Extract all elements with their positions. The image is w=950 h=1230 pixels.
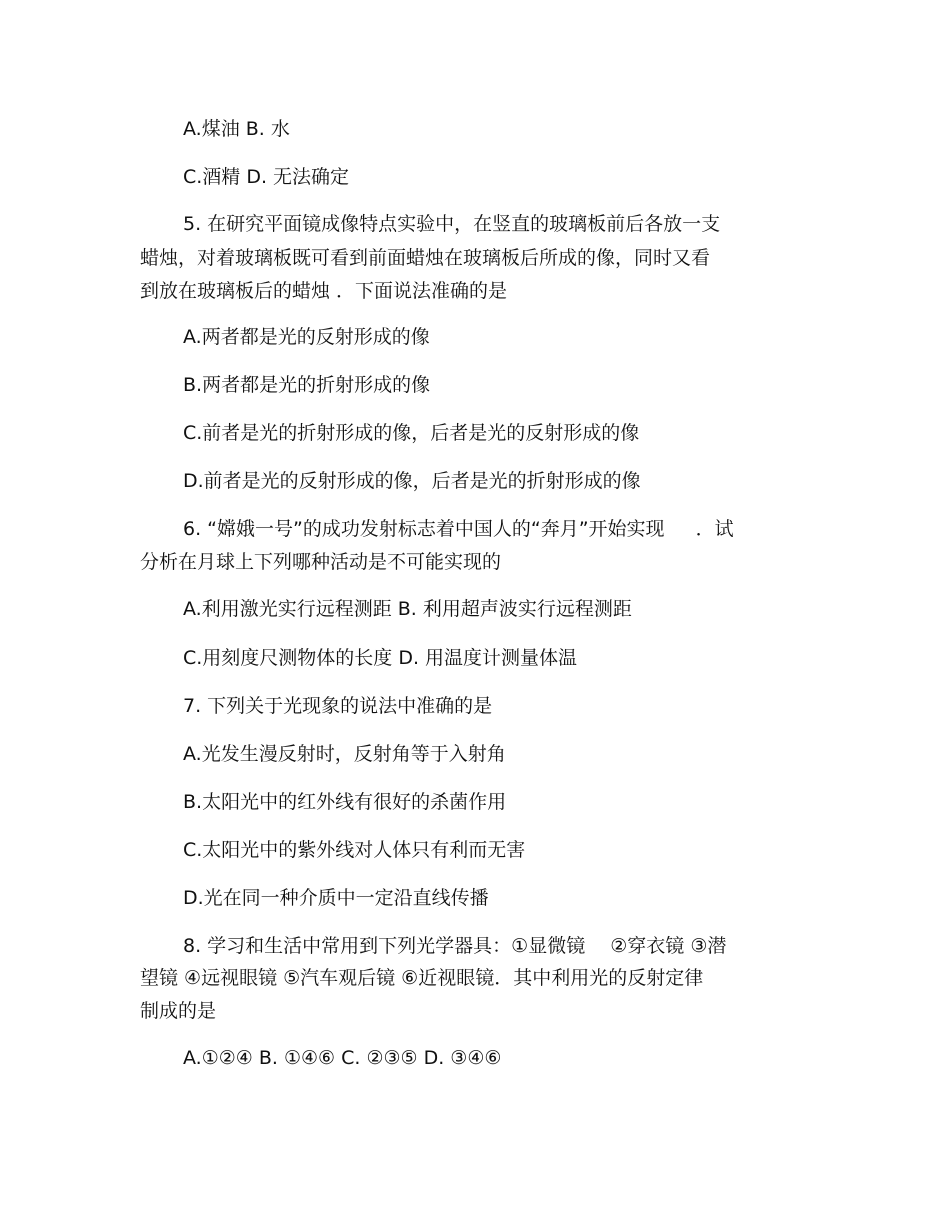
- q6-options-ab: A.利用激光实行远程测距 B. 利用超声波实行远程测距: [183, 598, 632, 620]
- q5-stem-line-2: 蜡烛，对着玻璃板既可看到前面蜡烛在玻璃板后所成的像，同时又看: [140, 247, 711, 269]
- q6-stem-line-1: 6. “嫦娥一号”的成功发射标志着中国人的“奔月”开始实现 ．试: [183, 518, 734, 540]
- q7-option-b: B.太阳光中的红外线有很好的杀菌作用: [183, 791, 507, 813]
- q5-option-c: C.前者是光的折射形成的像，后者是光的反射形成的像: [183, 422, 640, 444]
- q8-stem-line-2: 望镜 ④远视眼镜 ⑤汽车观后镜 ⑥近视眼镜．其中利用光的反射定律: [140, 967, 704, 989]
- q5-stem-line-1: 5. 在研究平面镜成像特点实验中，在竖直的玻璃板前后各放一支: [183, 213, 721, 235]
- q5-stem-line-3: 到放在玻璃板后的蜡烛 ．下面说法准确的是: [140, 280, 508, 302]
- q7-option-d: D.光在同一种介质中一定沿直线传播: [183, 887, 489, 909]
- q4-options-cd: C.酒精 D. 无法确定: [183, 166, 350, 188]
- q6-options-cd: C.用刻度尺测物体的长度 D. 用温度计测量体温: [183, 647, 578, 669]
- q5-option-a: A.两者都是光的反射形成的像: [183, 326, 430, 348]
- q8-stem-line-1: 8. 学习和生活中常用到下列光学器具：①显微镜 ②穿衣镜 ③潜: [183, 935, 727, 957]
- q8-options: A.①②④ B. ①④⑥ C. ②③⑤ D. ③④⑥: [183, 1047, 502, 1069]
- q5-option-d: D.前者是光的反射形成的像，后者是光的折射形成的像: [183, 470, 641, 492]
- q8-stem-line-3: 制成的是: [140, 1000, 217, 1022]
- q6-stem-line-2: 分析在月球上下列哪种活动是不可能实现的: [140, 551, 502, 573]
- q7-option-c: C.太阳光中的紫外线对人体只有利而无害: [183, 839, 526, 861]
- q4-options-ab: A.煤油 B. 水: [183, 118, 290, 140]
- q7-stem: 7. 下列关于光现象的说法中准确的是: [183, 695, 493, 717]
- q5-option-b: B.两者都是光的折射形成的像: [183, 374, 431, 396]
- q7-option-a: A.光发生漫反射时，反射角等于入射角: [183, 743, 506, 765]
